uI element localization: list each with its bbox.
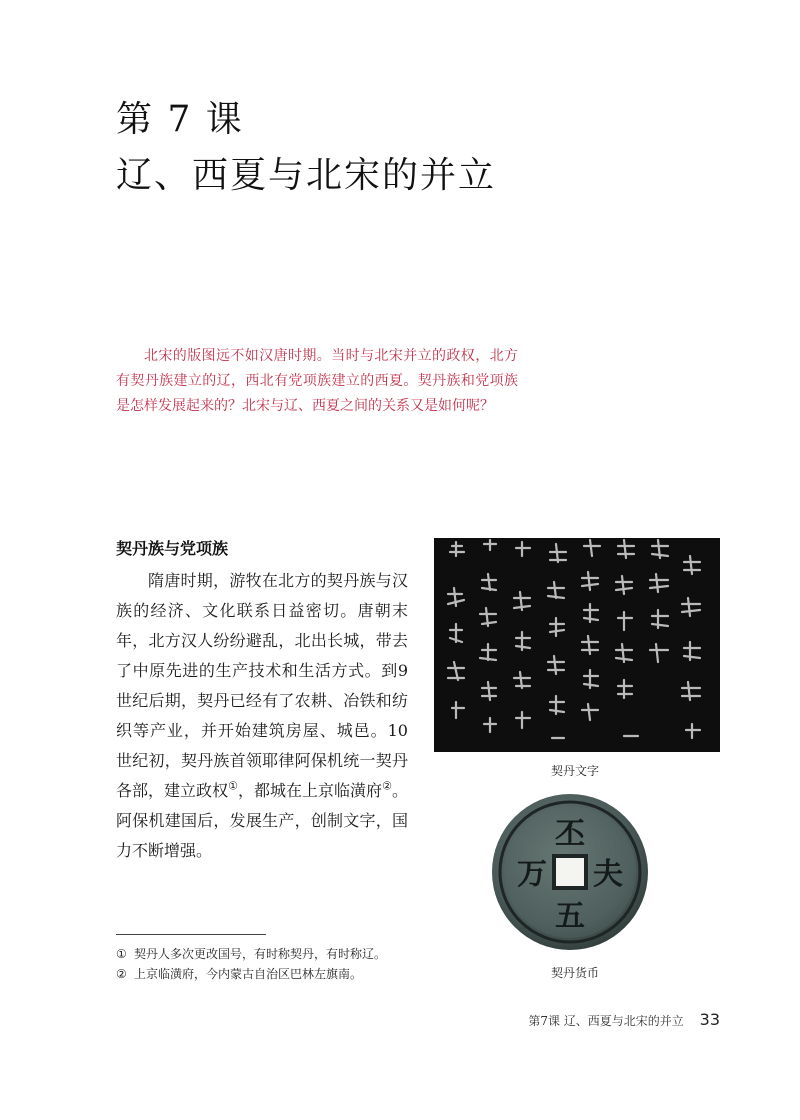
- body-text-part1: 隋唐时期，游牧在北方的契丹族与汉族的经济、文化联系日益密切。唐朝末年，北方汉人纷纷避乱，北出长城，带去了中原先进的生产技术和生活方式。到9世纪后期，契丹已经有了农耕、冶铁和纺织等产业，并开始建筑房屋、城邑。10世纪初，契丹族首领耶律阿保机统一契丹各部，建立政权: [116, 571, 408, 800]
- footnote-mark: ①: [116, 947, 127, 961]
- body-paragraph: [116, 566, 408, 866]
- footnote-text: 上京临潢府，今内蒙古自治区巴林左旗南。: [134, 967, 363, 981]
- coin-character-top: 丕: [555, 817, 585, 852]
- intro-paragraph: 北宋的版图远不如汉唐时期。当时与北宋并立的政权，北方有契丹族建立的辽，西北有党项族建立的西夏。契丹族和党项族是怎样发展起来的？北宋与辽、西夏之间的关系又是如何呢？: [116, 348, 518, 414]
- section-heading: 契丹族与党项族: [116, 539, 229, 558]
- footnote-1: [116, 944, 436, 964]
- khitan-script-photo: [434, 538, 720, 752]
- page-number: 33: [699, 1010, 720, 1029]
- footnote-ref-2[interactable]: ②: [382, 779, 392, 793]
- khitan-coin-image: [490, 792, 650, 952]
- coin-character-right: 夫: [593, 857, 623, 892]
- footnote-mark: ②: [116, 967, 127, 981]
- coin-character-bottom: 五: [555, 899, 585, 934]
- body-text-part3: 。阿保机建国后，发展生产，创制文字，国力不断增强。: [116, 781, 408, 860]
- khitan-script-caption: 契丹文字: [550, 764, 599, 778]
- running-title: 第7课 辽、西夏与北宋的并立: [528, 1014, 684, 1028]
- running-footer: [528, 1010, 720, 1029]
- footnote-ref-1[interactable]: ①: [228, 779, 238, 793]
- coin-icon: [490, 792, 650, 952]
- khitan-script-image: [434, 538, 720, 752]
- body-text-part2: ，都城在上京临潢府: [237, 781, 383, 800]
- coin-character-left: 万: [517, 857, 547, 892]
- lesson-name: 辽、西夏与北宋的并立: [116, 155, 497, 196]
- khitan-coin-caption: 契丹货币: [550, 966, 599, 980]
- footnote-divider: [116, 934, 266, 935]
- lesson-number: 第 7 课: [116, 99, 244, 140]
- lesson-title: [116, 92, 496, 204]
- footnote-2: [116, 964, 436, 984]
- footnotes: [116, 944, 436, 984]
- footnote-text: 契丹人多次更改国号，有时称契丹，有时称辽。: [134, 947, 387, 961]
